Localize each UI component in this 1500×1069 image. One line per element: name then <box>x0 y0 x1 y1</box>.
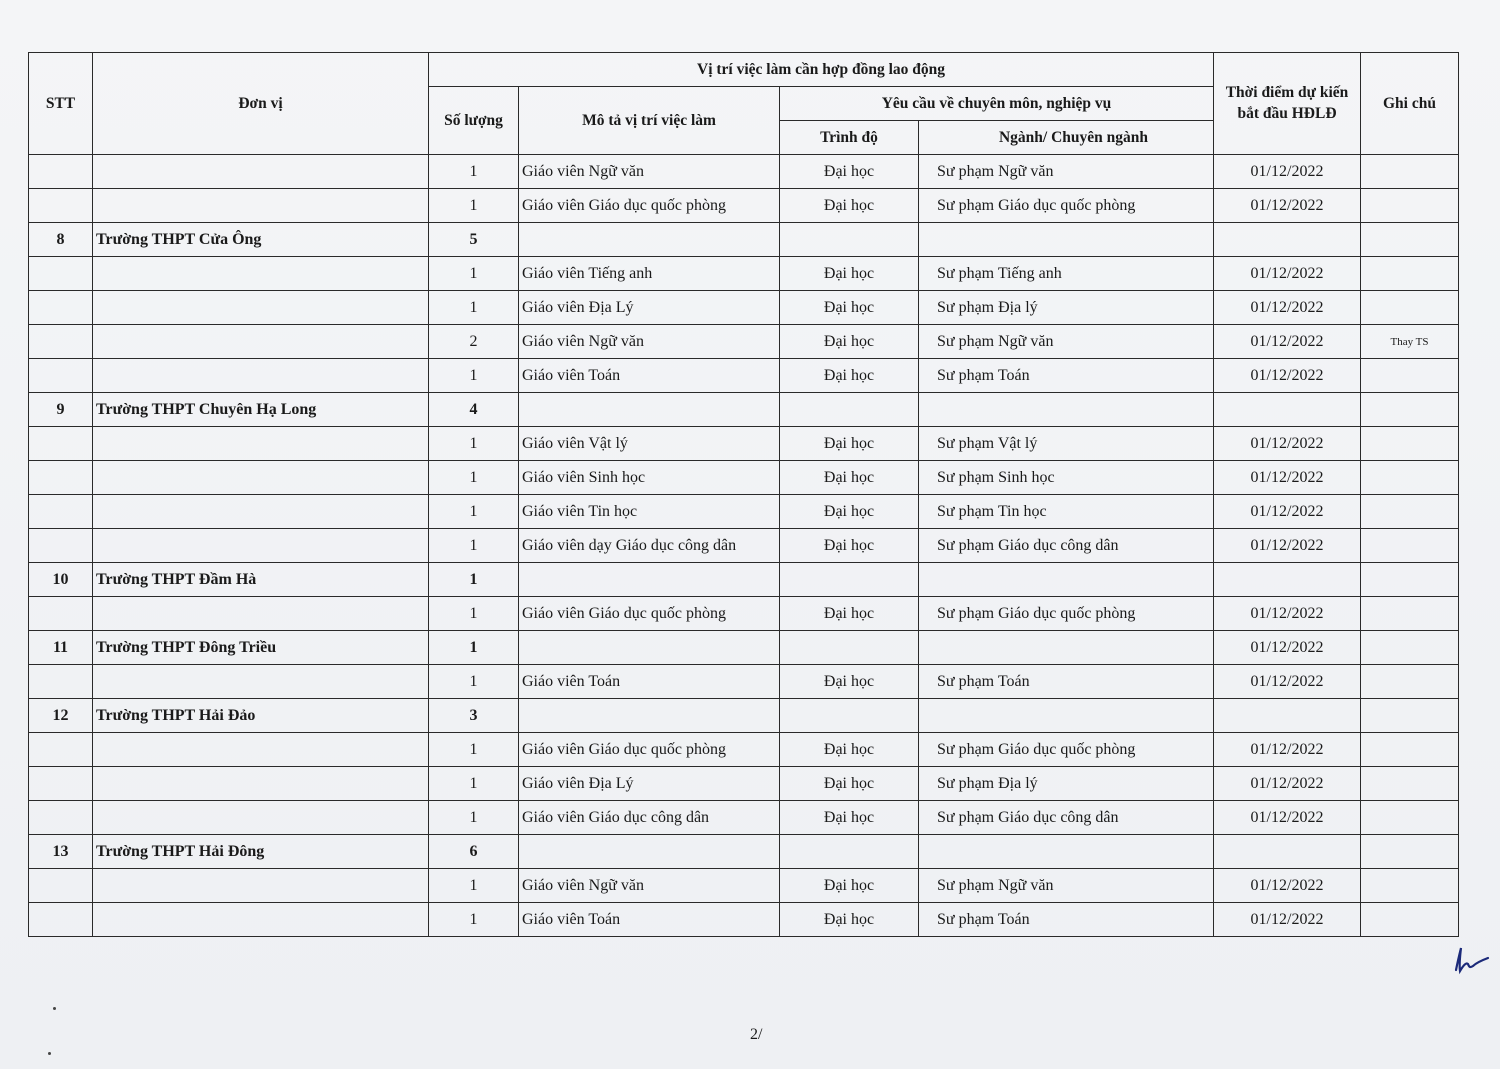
cell-stt <box>29 597 93 631</box>
cell-note <box>1361 495 1459 529</box>
cell-unit <box>93 869 429 903</box>
cell-note: Thay TS <box>1361 325 1459 359</box>
cell-desc: Giáo viên Giáo dục công dân <box>519 801 780 835</box>
table-row <box>29 529 1459 563</box>
cell-date: 01/12/2022 <box>1214 325 1361 359</box>
table-row <box>29 495 1459 529</box>
cell-date: 01/12/2022 <box>1214 529 1361 563</box>
cell-qty: 1 <box>429 257 519 291</box>
cell-date: 01/12/2022 <box>1214 631 1361 665</box>
cell-major: Sư phạm Địa lý <box>919 291 1214 325</box>
cell-major <box>919 393 1214 427</box>
table-row-unit <box>29 631 1459 665</box>
cell-unit <box>93 495 429 529</box>
cell-desc <box>519 563 780 597</box>
cell-unit <box>93 903 429 937</box>
cell-stt <box>29 665 93 699</box>
cell-unit <box>93 325 429 359</box>
cell-stt <box>29 767 93 801</box>
cell-qty: 1 <box>429 291 519 325</box>
staffing-table <box>28 52 1459 937</box>
cell-desc <box>519 835 780 869</box>
cell-level: Đại học <box>780 291 919 325</box>
cell-date: 01/12/2022 <box>1214 767 1361 801</box>
cell-qty: 1 <box>429 359 519 393</box>
table-row <box>29 325 1459 359</box>
cell-date: 01/12/2022 <box>1214 597 1361 631</box>
cell-qty: 6 <box>429 835 519 869</box>
cell-note <box>1361 563 1459 597</box>
cell-date <box>1214 835 1361 869</box>
cell-major <box>919 699 1214 733</box>
cell-level: Đại học <box>780 733 919 767</box>
cell-level: Đại học <box>780 325 919 359</box>
cell-unit: Trường THPT Hải Đảo <box>93 699 429 733</box>
cell-date: 01/12/2022 <box>1214 291 1361 325</box>
cell-unit <box>93 461 429 495</box>
cell-stt: 11 <box>29 631 93 665</box>
cell-major: Sư phạm Giáo dục quốc phòng <box>919 733 1214 767</box>
col-header-don-vi: Đơn vị <box>93 53 429 155</box>
cell-date: 01/12/2022 <box>1214 801 1361 835</box>
cell-major: Sư phạm Toán <box>919 665 1214 699</box>
cell-note <box>1361 699 1459 733</box>
cell-date: 01/12/2022 <box>1214 495 1361 529</box>
cell-major: Sư phạm Địa lý <box>919 767 1214 801</box>
cell-desc: Giáo viên Toán <box>519 359 780 393</box>
cell-major: Sư phạm Ngữ văn <box>919 155 1214 189</box>
cell-stt <box>29 189 93 223</box>
cell-desc: Giáo viên Tiếng anh <box>519 257 780 291</box>
cell-qty: 1 <box>429 665 519 699</box>
cell-date: 01/12/2022 <box>1214 257 1361 291</box>
cell-note <box>1361 801 1459 835</box>
cell-note <box>1361 257 1459 291</box>
table-body <box>29 155 1459 937</box>
col-header-stt: STT <box>29 53 93 155</box>
cell-qty: 1 <box>429 189 519 223</box>
table-row <box>29 597 1459 631</box>
cell-date: 01/12/2022 <box>1214 359 1361 393</box>
cell-level <box>780 393 919 427</box>
cell-qty: 4 <box>429 393 519 427</box>
col-header-mo-ta: Mô tả vị trí việc làm <box>519 87 780 155</box>
cell-major: Sư phạm Giáo dục quốc phòng <box>919 597 1214 631</box>
cell-level: Đại học <box>780 903 919 937</box>
cell-unit <box>93 529 429 563</box>
cell-stt <box>29 869 93 903</box>
cell-note <box>1361 393 1459 427</box>
cell-note <box>1361 733 1459 767</box>
cell-qty: 1 <box>429 427 519 461</box>
cell-unit <box>93 189 429 223</box>
cell-qty: 3 <box>429 699 519 733</box>
cell-unit <box>93 427 429 461</box>
cell-qty: 1 <box>429 155 519 189</box>
table-row <box>29 427 1459 461</box>
cell-stt: 12 <box>29 699 93 733</box>
cell-desc: Giáo viên Ngữ văn <box>519 325 780 359</box>
cell-level <box>780 223 919 257</box>
cell-note <box>1361 665 1459 699</box>
cell-major: Sư phạm Tiếng anh <box>919 257 1214 291</box>
cell-note <box>1361 155 1459 189</box>
table-row <box>29 665 1459 699</box>
cell-major <box>919 563 1214 597</box>
cell-stt <box>29 155 93 189</box>
cell-unit <box>93 801 429 835</box>
cell-qty: 1 <box>429 495 519 529</box>
cell-date: 01/12/2022 <box>1214 903 1361 937</box>
cell-major <box>919 631 1214 665</box>
cell-desc <box>519 699 780 733</box>
cell-level <box>780 563 919 597</box>
cell-desc: Giáo viên Sinh học <box>519 461 780 495</box>
cell-qty: 5 <box>429 223 519 257</box>
cell-note <box>1361 767 1459 801</box>
cell-unit <box>93 359 429 393</box>
cell-note <box>1361 359 1459 393</box>
cell-level <box>780 835 919 869</box>
table-row <box>29 155 1459 189</box>
cell-level: Đại học <box>780 665 919 699</box>
table-row <box>29 461 1459 495</box>
cell-desc: Giáo viên Vật lý <box>519 427 780 461</box>
cell-major <box>919 835 1214 869</box>
cell-note <box>1361 427 1459 461</box>
cell-stt: 13 <box>29 835 93 869</box>
table-row-unit <box>29 393 1459 427</box>
page-number: 2/ <box>750 1026 763 1043</box>
col-header-vi-tri-group: Vị trí việc làm cần hợp đồng lao động <box>429 53 1214 87</box>
cell-stt <box>29 291 93 325</box>
cell-date <box>1214 699 1361 733</box>
cell-qty: 1 <box>429 461 519 495</box>
cell-unit <box>93 733 429 767</box>
cell-date <box>1214 563 1361 597</box>
cell-date: 01/12/2022 <box>1214 427 1361 461</box>
cell-major: Sư phạm Sinh học <box>919 461 1214 495</box>
cell-note <box>1361 461 1459 495</box>
cell-level: Đại học <box>780 359 919 393</box>
table-row <box>29 291 1459 325</box>
col-header-ghi-chu: Ghi chú <box>1361 53 1459 155</box>
cell-qty: 1 <box>429 529 519 563</box>
cell-unit: Trường THPT Cửa Ông <box>93 223 429 257</box>
cell-level: Đại học <box>780 801 919 835</box>
cell-desc: Giáo viên Toán <box>519 665 780 699</box>
cell-note <box>1361 903 1459 937</box>
cell-date: 01/12/2022 <box>1214 461 1361 495</box>
cell-desc: Giáo viên Ngữ văn <box>519 869 780 903</box>
cell-date: 01/12/2022 <box>1214 869 1361 903</box>
scan-speck <box>53 1007 56 1010</box>
cell-unit <box>93 597 429 631</box>
cell-qty: 1 <box>429 597 519 631</box>
cell-desc <box>519 223 780 257</box>
cell-unit: Trường THPT Chuyên Hạ Long <box>93 393 429 427</box>
cell-desc: Giáo viên Địa Lý <box>519 291 780 325</box>
cell-level: Đại học <box>780 869 919 903</box>
cell-unit <box>93 665 429 699</box>
cell-date <box>1214 393 1361 427</box>
cell-desc <box>519 393 780 427</box>
cell-level: Đại học <box>780 529 919 563</box>
cell-major: Sư phạm Toán <box>919 903 1214 937</box>
table-row <box>29 903 1459 937</box>
cell-qty: 1 <box>429 767 519 801</box>
cell-desc: Giáo viên Toán <box>519 903 780 937</box>
cell-major: Sư phạm Tin học <box>919 495 1214 529</box>
cell-qty: 1 <box>429 563 519 597</box>
cell-date: 01/12/2022 <box>1214 665 1361 699</box>
cell-stt <box>29 325 93 359</box>
cell-stt: 10 <box>29 563 93 597</box>
cell-unit: Trường THPT Đầm Hà <box>93 563 429 597</box>
cell-date: 01/12/2022 <box>1214 155 1361 189</box>
cell-level: Đại học <box>780 495 919 529</box>
cell-date: 01/12/2022 <box>1214 733 1361 767</box>
cell-level: Đại học <box>780 155 919 189</box>
cell-note <box>1361 223 1459 257</box>
col-header-trinh-do: Trình độ <box>780 121 919 155</box>
cell-date <box>1214 223 1361 257</box>
cell-level: Đại học <box>780 597 919 631</box>
col-header-nganh: Ngành/ Chuyên ngành <box>919 121 1214 155</box>
cell-qty: 1 <box>429 733 519 767</box>
cell-desc: Giáo viên Giáo dục quốc phòng <box>519 597 780 631</box>
cell-desc <box>519 631 780 665</box>
cell-desc: Giáo viên Tin học <box>519 495 780 529</box>
col-header-so-luong: Số lượng <box>429 87 519 155</box>
cell-desc: Giáo viên Ngữ văn <box>519 155 780 189</box>
cell-major: Sư phạm Ngữ văn <box>919 869 1214 903</box>
cell-major <box>919 223 1214 257</box>
cell-unit <box>93 767 429 801</box>
cell-desc: Giáo viên Giáo dục quốc phòng <box>519 189 780 223</box>
cell-level: Đại học <box>780 257 919 291</box>
cell-level: Đại học <box>780 427 919 461</box>
cell-stt <box>29 801 93 835</box>
cell-major: Sư phạm Vật lý <box>919 427 1214 461</box>
cell-stt <box>29 903 93 937</box>
cell-stt: 8 <box>29 223 93 257</box>
cell-stt: 9 <box>29 393 93 427</box>
table-row <box>29 189 1459 223</box>
table-row-unit <box>29 223 1459 257</box>
table-row <box>29 733 1459 767</box>
cell-unit: Trường THPT Hải Đông <box>93 835 429 869</box>
cell-stt <box>29 529 93 563</box>
cell-date: 01/12/2022 <box>1214 189 1361 223</box>
cell-desc: Giáo viên Giáo dục quốc phòng <box>519 733 780 767</box>
cell-major: Sư phạm Giáo dục công dân <box>919 801 1214 835</box>
table-row-unit <box>29 699 1459 733</box>
cell-qty: 1 <box>429 631 519 665</box>
cell-unit <box>93 291 429 325</box>
cell-level: Đại học <box>780 767 919 801</box>
col-header-yeu-cau-group: Yêu cầu về chuyên môn, nghiệp vụ <box>780 87 1214 121</box>
cell-note <box>1361 189 1459 223</box>
cell-major: Sư phạm Giáo dục quốc phòng <box>919 189 1214 223</box>
cell-unit <box>93 155 429 189</box>
scan-speck <box>48 1052 51 1055</box>
table-row <box>29 869 1459 903</box>
cell-note <box>1361 631 1459 665</box>
cell-unit: Trường THPT Đông Triều <box>93 631 429 665</box>
table-row-unit <box>29 563 1459 597</box>
cell-stt <box>29 257 93 291</box>
cell-qty: 2 <box>429 325 519 359</box>
table-row <box>29 359 1459 393</box>
cell-desc: Giáo viên dạy Giáo dục công dân <box>519 529 780 563</box>
signature-initial-icon <box>1452 944 1492 976</box>
cell-level: Đại học <box>780 461 919 495</box>
table-row <box>29 257 1459 291</box>
table-row <box>29 767 1459 801</box>
cell-note <box>1361 869 1459 903</box>
cell-qty: 1 <box>429 869 519 903</box>
cell-stt <box>29 461 93 495</box>
cell-desc: Giáo viên Địa Lý <box>519 767 780 801</box>
cell-note <box>1361 291 1459 325</box>
col-header-thoi-diem: Thời điểm dự kiến bắt đầu HĐLĐ <box>1214 53 1361 155</box>
cell-note <box>1361 529 1459 563</box>
table-row-unit <box>29 835 1459 869</box>
cell-note <box>1361 597 1459 631</box>
cell-level <box>780 699 919 733</box>
cell-stt <box>29 733 93 767</box>
cell-level: Đại học <box>780 189 919 223</box>
cell-major: Sư phạm Toán <box>919 359 1214 393</box>
header-row-1 <box>29 53 1459 87</box>
cell-major: Sư phạm Giáo dục công dân <box>919 529 1214 563</box>
cell-stt <box>29 495 93 529</box>
cell-major: Sư phạm Ngữ văn <box>919 325 1214 359</box>
cell-level <box>780 631 919 665</box>
cell-note <box>1361 835 1459 869</box>
cell-qty: 1 <box>429 903 519 937</box>
cell-stt <box>29 427 93 461</box>
table-row <box>29 801 1459 835</box>
cell-unit <box>93 257 429 291</box>
cell-stt <box>29 359 93 393</box>
cell-qty: 1 <box>429 801 519 835</box>
